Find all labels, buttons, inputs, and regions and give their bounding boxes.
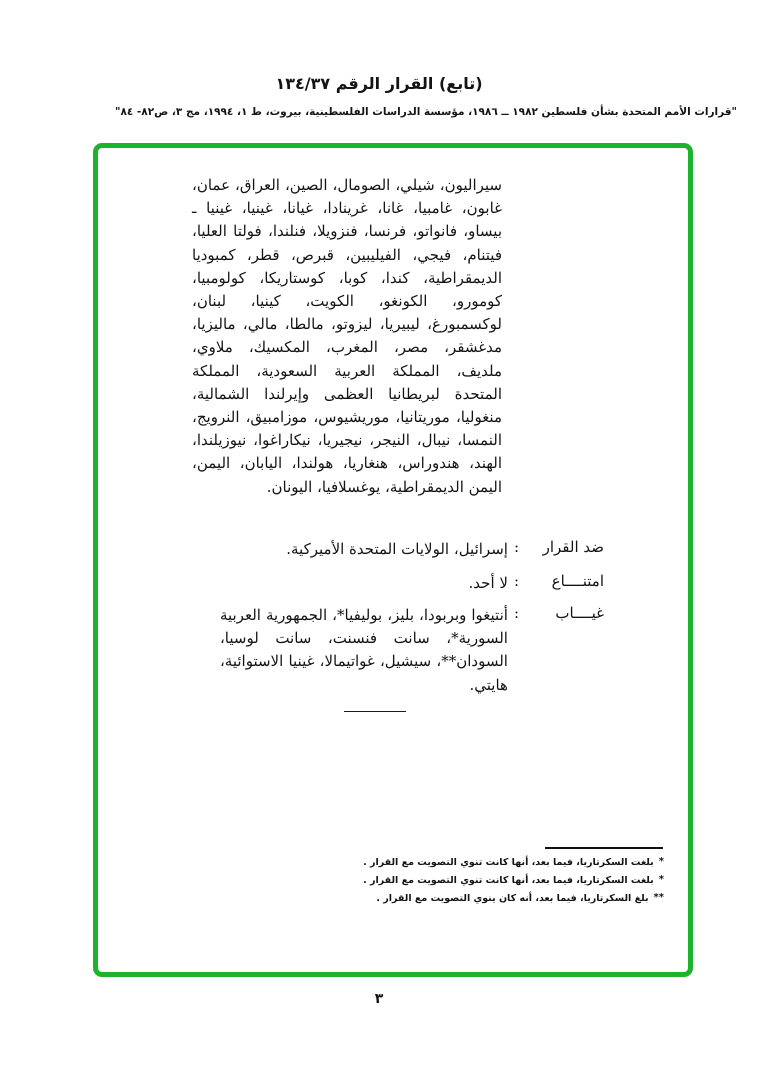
label-colon: : — [513, 604, 519, 622]
footnote-text: بلغت السكرتاريا، فيما بعد، أنها كانت تنوي التصويت مع القرار . — [363, 875, 654, 886]
vote-section-label: غيــــاب — [555, 604, 604, 622]
footnote-text: بلغت السكرتاريا، فيما بعد، أنها كانت تنوي التصويت مع القرار . — [363, 857, 654, 868]
label-colon: : — [513, 572, 519, 590]
footnote-row — [363, 875, 664, 886]
vote-section-value: أنتيغوا وبربودا، بليز، بوليفيا*، الجمهورية العربية السورية*، سانت فنسنت، سانت لوسيا، السودان**، سيشيل، غواتيمالا، غينيا الاستوائية، هايتي. — [219, 606, 508, 694]
vote-section-against — [220, 538, 604, 561]
label-colon: : — [513, 538, 519, 556]
page-number: ٣ — [374, 991, 384, 1007]
vote-section-label: امتنــــاع — [551, 572, 604, 590]
vote-section-absent — [220, 604, 604, 697]
footnote-marker: ** — [653, 892, 664, 903]
footnote-row — [376, 893, 664, 904]
section-end-rule — [344, 711, 406, 712]
footnote-row — [363, 857, 664, 868]
page-title: (تابع) القرار الرقم ١٣٤/٣٧ — [275, 74, 483, 93]
footnote-marker: * — [658, 856, 664, 867]
vote-section-value: إسرائيل، الولايات المتحدة الأميركية. — [286, 540, 508, 558]
citation-line: "قرارات الأمم المتحدة بشأن فلسطين ١٩٨٢ ــ ١٩٨٦، مؤسسة الدراسات الفلسطينية، بيروت، ط ١، ١٩٩٤، مج ٣، ص٨٢- ٨٤" — [114, 106, 738, 118]
vote-section-label: ضد القرار — [542, 538, 604, 556]
green-annotation-frame — [93, 143, 693, 977]
countries-in-favor-paragraph: سيراليون، شيلي، الصومال، الصين، العراق، عمان، غابون، غامبيا، غانا، غرينادا، غيانا، غينيا، غينيا ـ بيساو، فانواتو، فرنسا، فنزويلا، فنلندا، فولتا العليا، فيتنام، فيجي، الفيليبين، قبرص، قطر، كمبوديا الديمقراطية، كندا، كوبا، كوستاريكا، كولومبيا، كومورو، الكونغو، الكويت، كينيا، لبنان، لوكسمبورغ، ليبيريا، ليزوتو، مالطا، مالي، ماليزيا، مدغشقر، مصر، المغرب، المكسيك، ملاوي، ملديف، المملكة العربية السعودية، المملكة المتحدة لبريطانيا العظمى وإيرلندا الشمالية، منغوليا، موريتانيا، موريشيوس، موزامبيق، النرويج، النمسا، نيبال، النيجر، نيجيريا، نيكاراغوا، نيوزيلندا، الهند، هندوراس، هنغاريا، هولندا، اليابان، اليمن، اليمن الديمقراطية، يوغسلافيا، اليونان. — [192, 176, 502, 496]
vote-section-value: لا أحد. — [468, 574, 508, 592]
footnote-separator-rule — [545, 847, 663, 849]
vote-section-abstain — [220, 572, 604, 595]
footnote-marker: * — [658, 874, 664, 885]
footnote-text: بلغ السكرتاريا، فيما بعد، أنه كان ينوي التصويت مع القرار . — [376, 893, 649, 904]
